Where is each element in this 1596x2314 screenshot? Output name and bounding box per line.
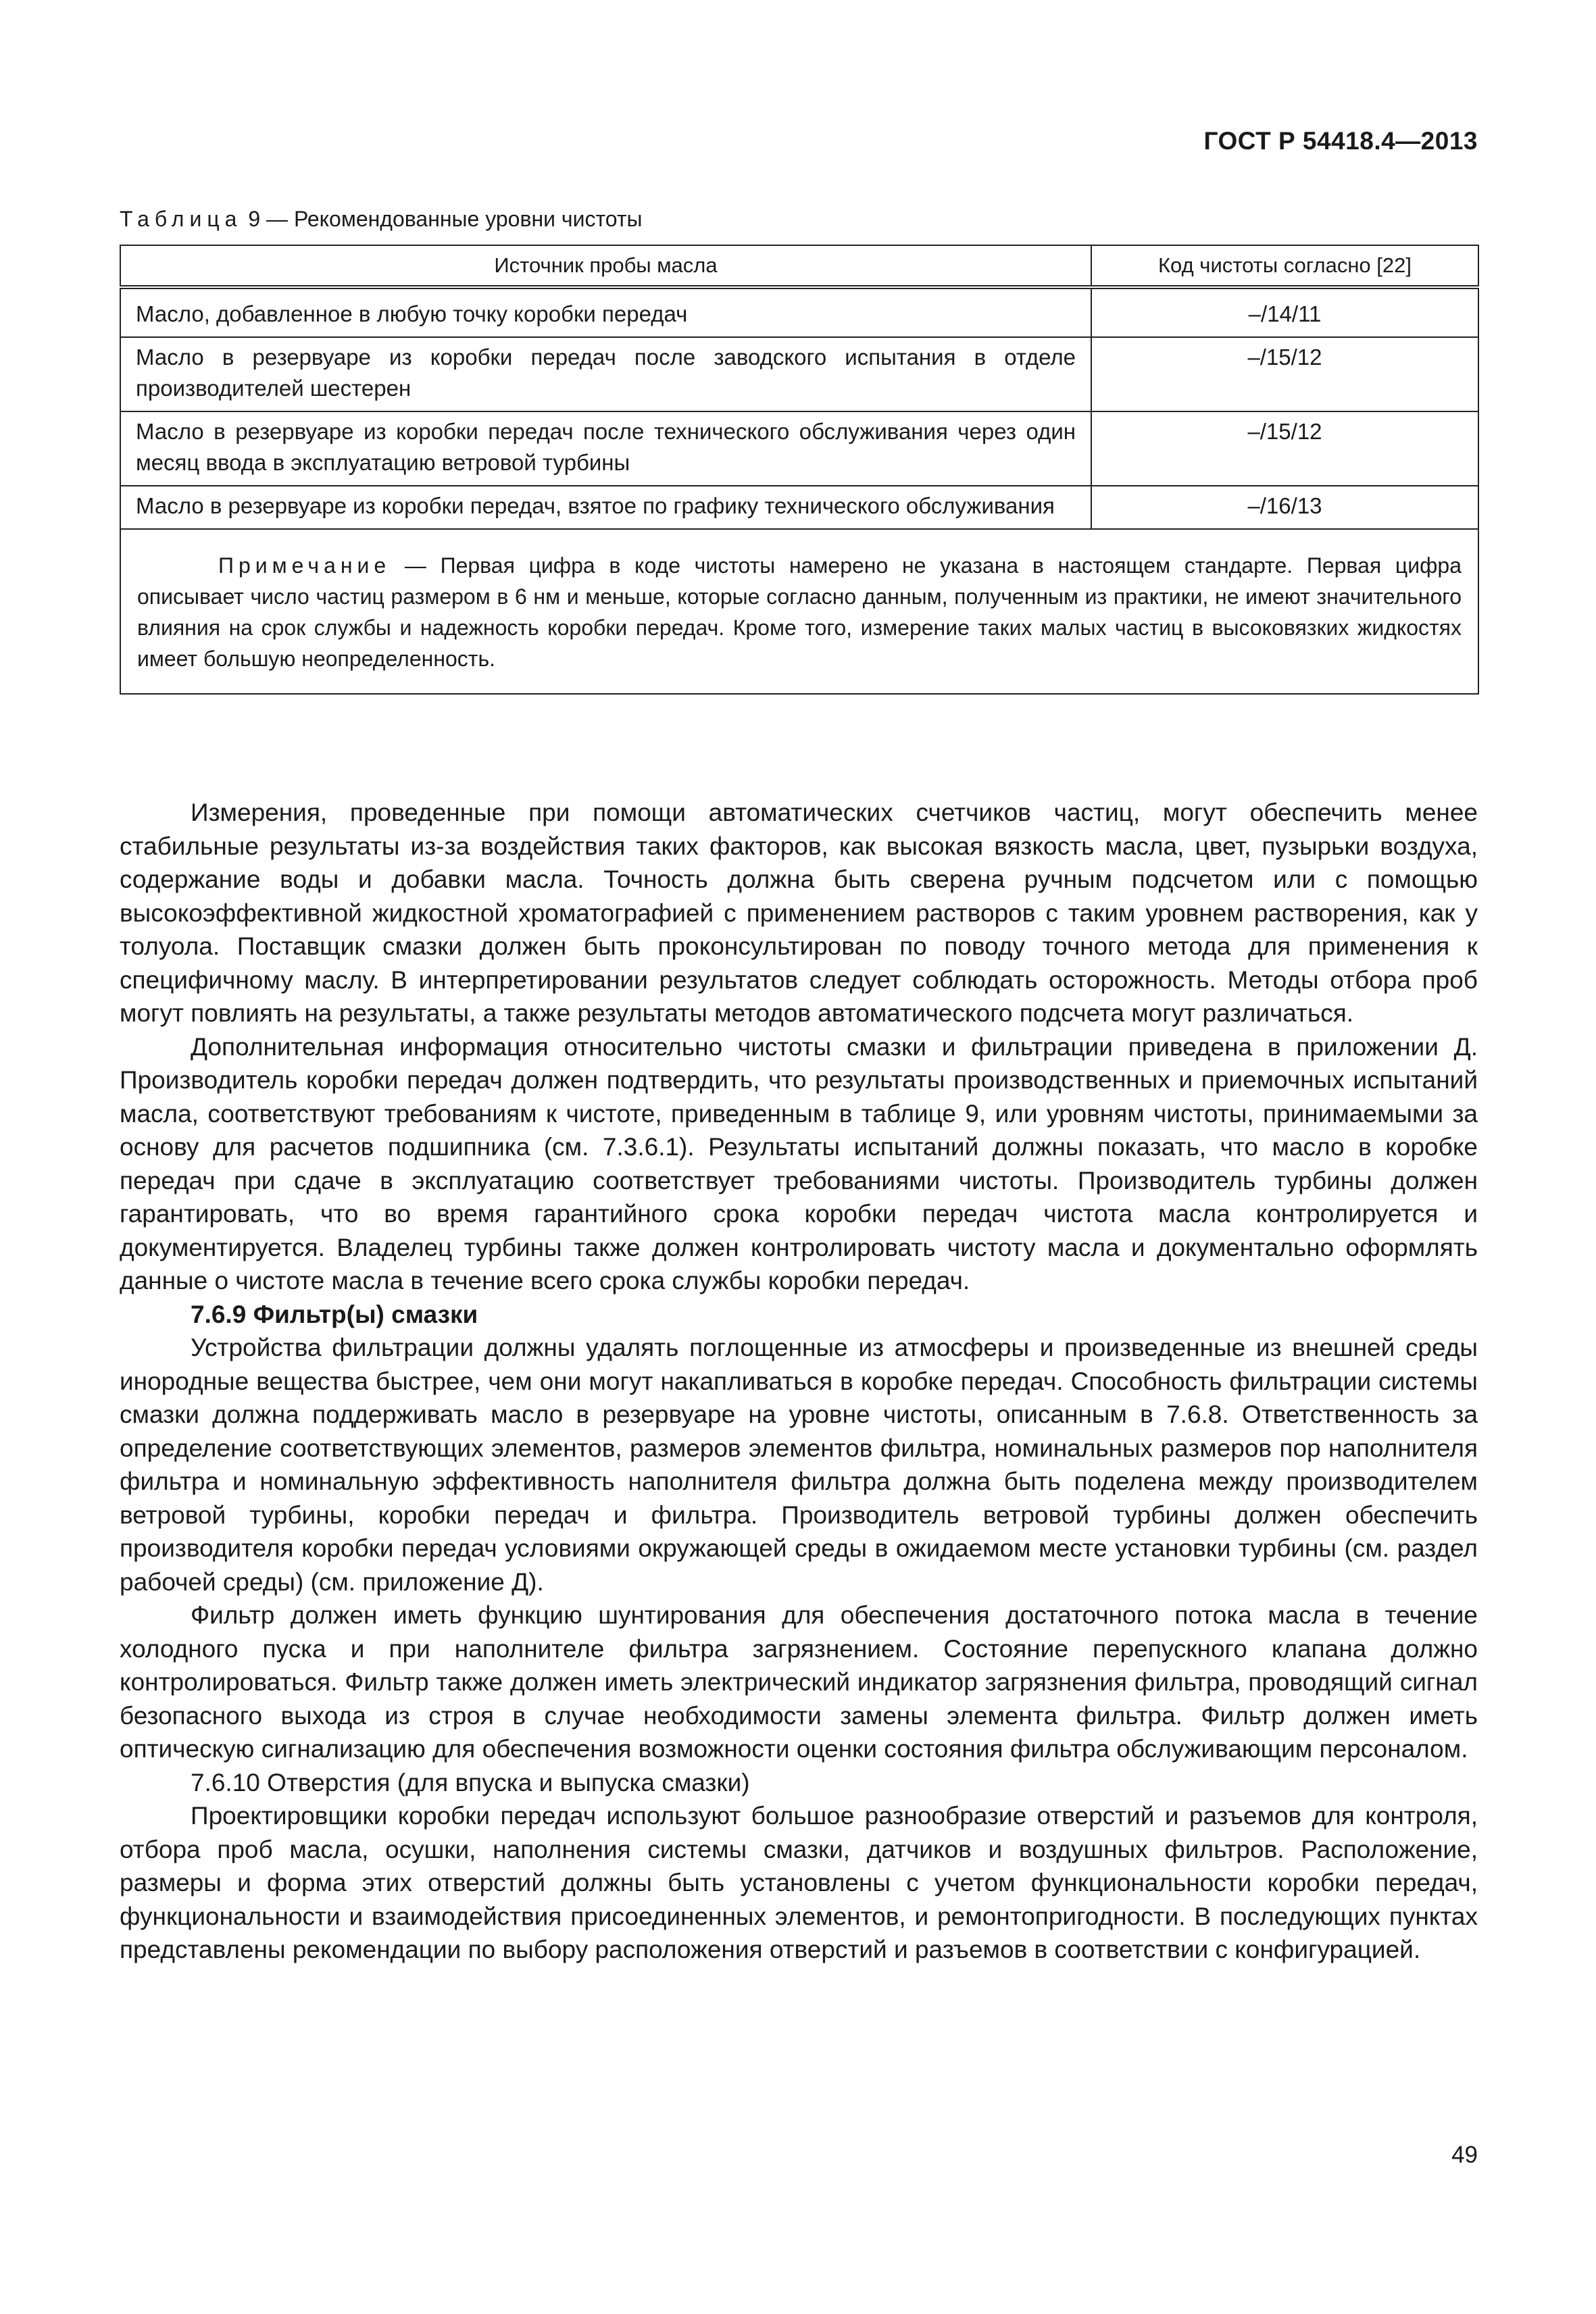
page-number: 49 xyxy=(1451,2142,1478,2168)
table-row xyxy=(120,337,1478,411)
table-caption-label: Таблица xyxy=(120,207,243,231)
document-page xyxy=(120,0,1478,2314)
paragraph: Проектировщики коробки передач используют большое разнообразие отверстий и разъемов для контроля, отбора проб масла, осушки, наполнения системы смазки, датчиков и воздушных фильтров. Расположение, размеры и форма этих отверстий должны быть установлены с учетом функциональности коробки передач, функциональности и взаимодействия присоединенных элементов, и ремонтопригодности. В последующих пунктах представлены рекомендации по выбору расположения отверстий и разъемов в соответствии с конфигурацией. xyxy=(120,1802,1478,1963)
table-note-row xyxy=(120,529,1478,694)
table-caption-title: 9 — Рекомендованные уровни чистоты xyxy=(242,207,643,231)
table-header-row xyxy=(120,245,1478,287)
section-heading: 7.6.10 Отверстия (для впуска и выпуска смазки) xyxy=(191,1768,750,1796)
cell-code: –/14/11 xyxy=(1091,287,1478,337)
body-text xyxy=(120,796,1478,1967)
cell-code: –/16/13 xyxy=(1091,486,1478,529)
paragraph: Измерения, проведенные при помощи автоматических счетчиков частиц, могут обеспечить менее стабильные результаты из-за воздействия таких факторов, как высокая вязкость масла, цвет, пузырьки воздуха, содержание воды и добавки масла. Точность должна быть сверена ручным подсчетом или с помощью высокоэффективной жидкостной хроматографией с применением растворов с таким уровнем растворения, как у толуола. Поставщик смазки должен быть проконсультирован по поводу точного метода для применения к специфичному маслу. В интерпретировании результатов следует соблюдать осторожность. Методы отбора проб могут повлиять на результаты, а также результаты методов автоматического подсчета могут различаться. xyxy=(120,799,1478,1027)
table-row xyxy=(120,287,1478,337)
column-header-source: Источник пробы масла xyxy=(120,245,1091,287)
cleanliness-table xyxy=(120,245,1479,695)
paragraph: Фильтр должен иметь функцию шунтирования для обеспечения достаточного потока масла в течение холодного пуска и при наполнителе фильтра загрязнением. Состояние перепускного клапана должно контролироваться. Фильтр также должен иметь электрический индикатор загрязнения фильтра, проводящий сигнал безопасного выхода из строя в случае необходимости замены элемента фильтра. Фильтр должен иметь оптическую сигнализацию для обеспечения возможности оценки состояния фильтра обслуживающим персоналом. xyxy=(120,1601,1478,1763)
standard-designation: ГОСТ Р 54418.4—2013 xyxy=(1203,127,1478,155)
cell-code: –/15/12 xyxy=(1091,337,1478,411)
cell-code: –/15/12 xyxy=(1091,411,1478,486)
cell-source: Масло в резервуаре из коробки передач, взятое по графику технического обслуживания xyxy=(120,486,1091,529)
table-row xyxy=(120,411,1478,486)
cell-source: Масло в резервуаре из коробки передач после технического обслуживания через один месяц ввода в эксплуатацию ветровой турбины xyxy=(120,411,1091,486)
note-text: — Первая цифра в коде чистоты намерено не указана в настоящем стандарте. Первая цифра описывает число частиц размером в 6 нм и меньше, которые согласно данным, полученным из практики, не имеют значительного влияния на срок службы и надежность коробки передач. Кроме того, измерение таких малых частиц в высоковязких жидкостях имеет большую неопределенность. xyxy=(137,553,1462,671)
paragraph: Дополнительная информация относительно чистоты смазки и фильтрации приведена в приложении Д. Производитель коробки передач должен подтвердить, что результаты производственных и приемочных испытаний масла, соответствуют требованиям к чистоте, приведенным в таблице 9, или уровням чистоты, принимаемыми за основу для расчетов подшипника (см. 7.3.6.1). Результаты испытаний должны показать, что масло в коробке передач при сдаче в эксплуатацию соответствует требованиями чистоты. Производитель турбины должен гарантировать, что во время гарантийного срока коробки передач чистота масла контролируется и документируется. Владелец турбины также должен контролировать чистоту масла и документально оформлять данные о чистоте масла в течение всего срока службы коробки передач. xyxy=(120,1032,1478,1294)
cell-source: Масло в резервуаре из коробки передач после заводского испытания в отделе производителей шестерен xyxy=(120,337,1091,411)
cell-source: Масло, добавленное в любую точку коробки передач xyxy=(120,287,1091,337)
column-header-code: Код чистоты согласно [22] xyxy=(1091,245,1478,287)
note-label: Примечание xyxy=(218,553,391,578)
table-note xyxy=(120,529,1478,694)
paragraph: Устройства фильтрации должны удалять поглощенные из атмосферы и произведенные из внешней среды инородные вещества быстрее, чем они могут накапливаться в коробке передач. Способность фильтрации системы смазки должна поддерживать масло в резервуаре на уровне чистоты, описанным в 7.6.8. Ответственность за определение соответствующих элементов, размеров элементов фильтра, номинальных размеров пор наполнителя фильтра и номинальную эффективность наполнителя фильтра должна быть поделена между производителем ветровой турбины, коробки передач и фильтра. Производитель ветровой турбины должен обеспечить производителя коробки передач условиями окружающей среды в ожидаемом месте установки турбины (см. раздел рабочей среды) (см. приложение Д). xyxy=(120,1334,1478,1596)
section-heading: 7.6.9 Фильтр(ы) смазки xyxy=(191,1300,478,1328)
table-caption xyxy=(120,207,643,232)
table-row xyxy=(120,486,1478,529)
